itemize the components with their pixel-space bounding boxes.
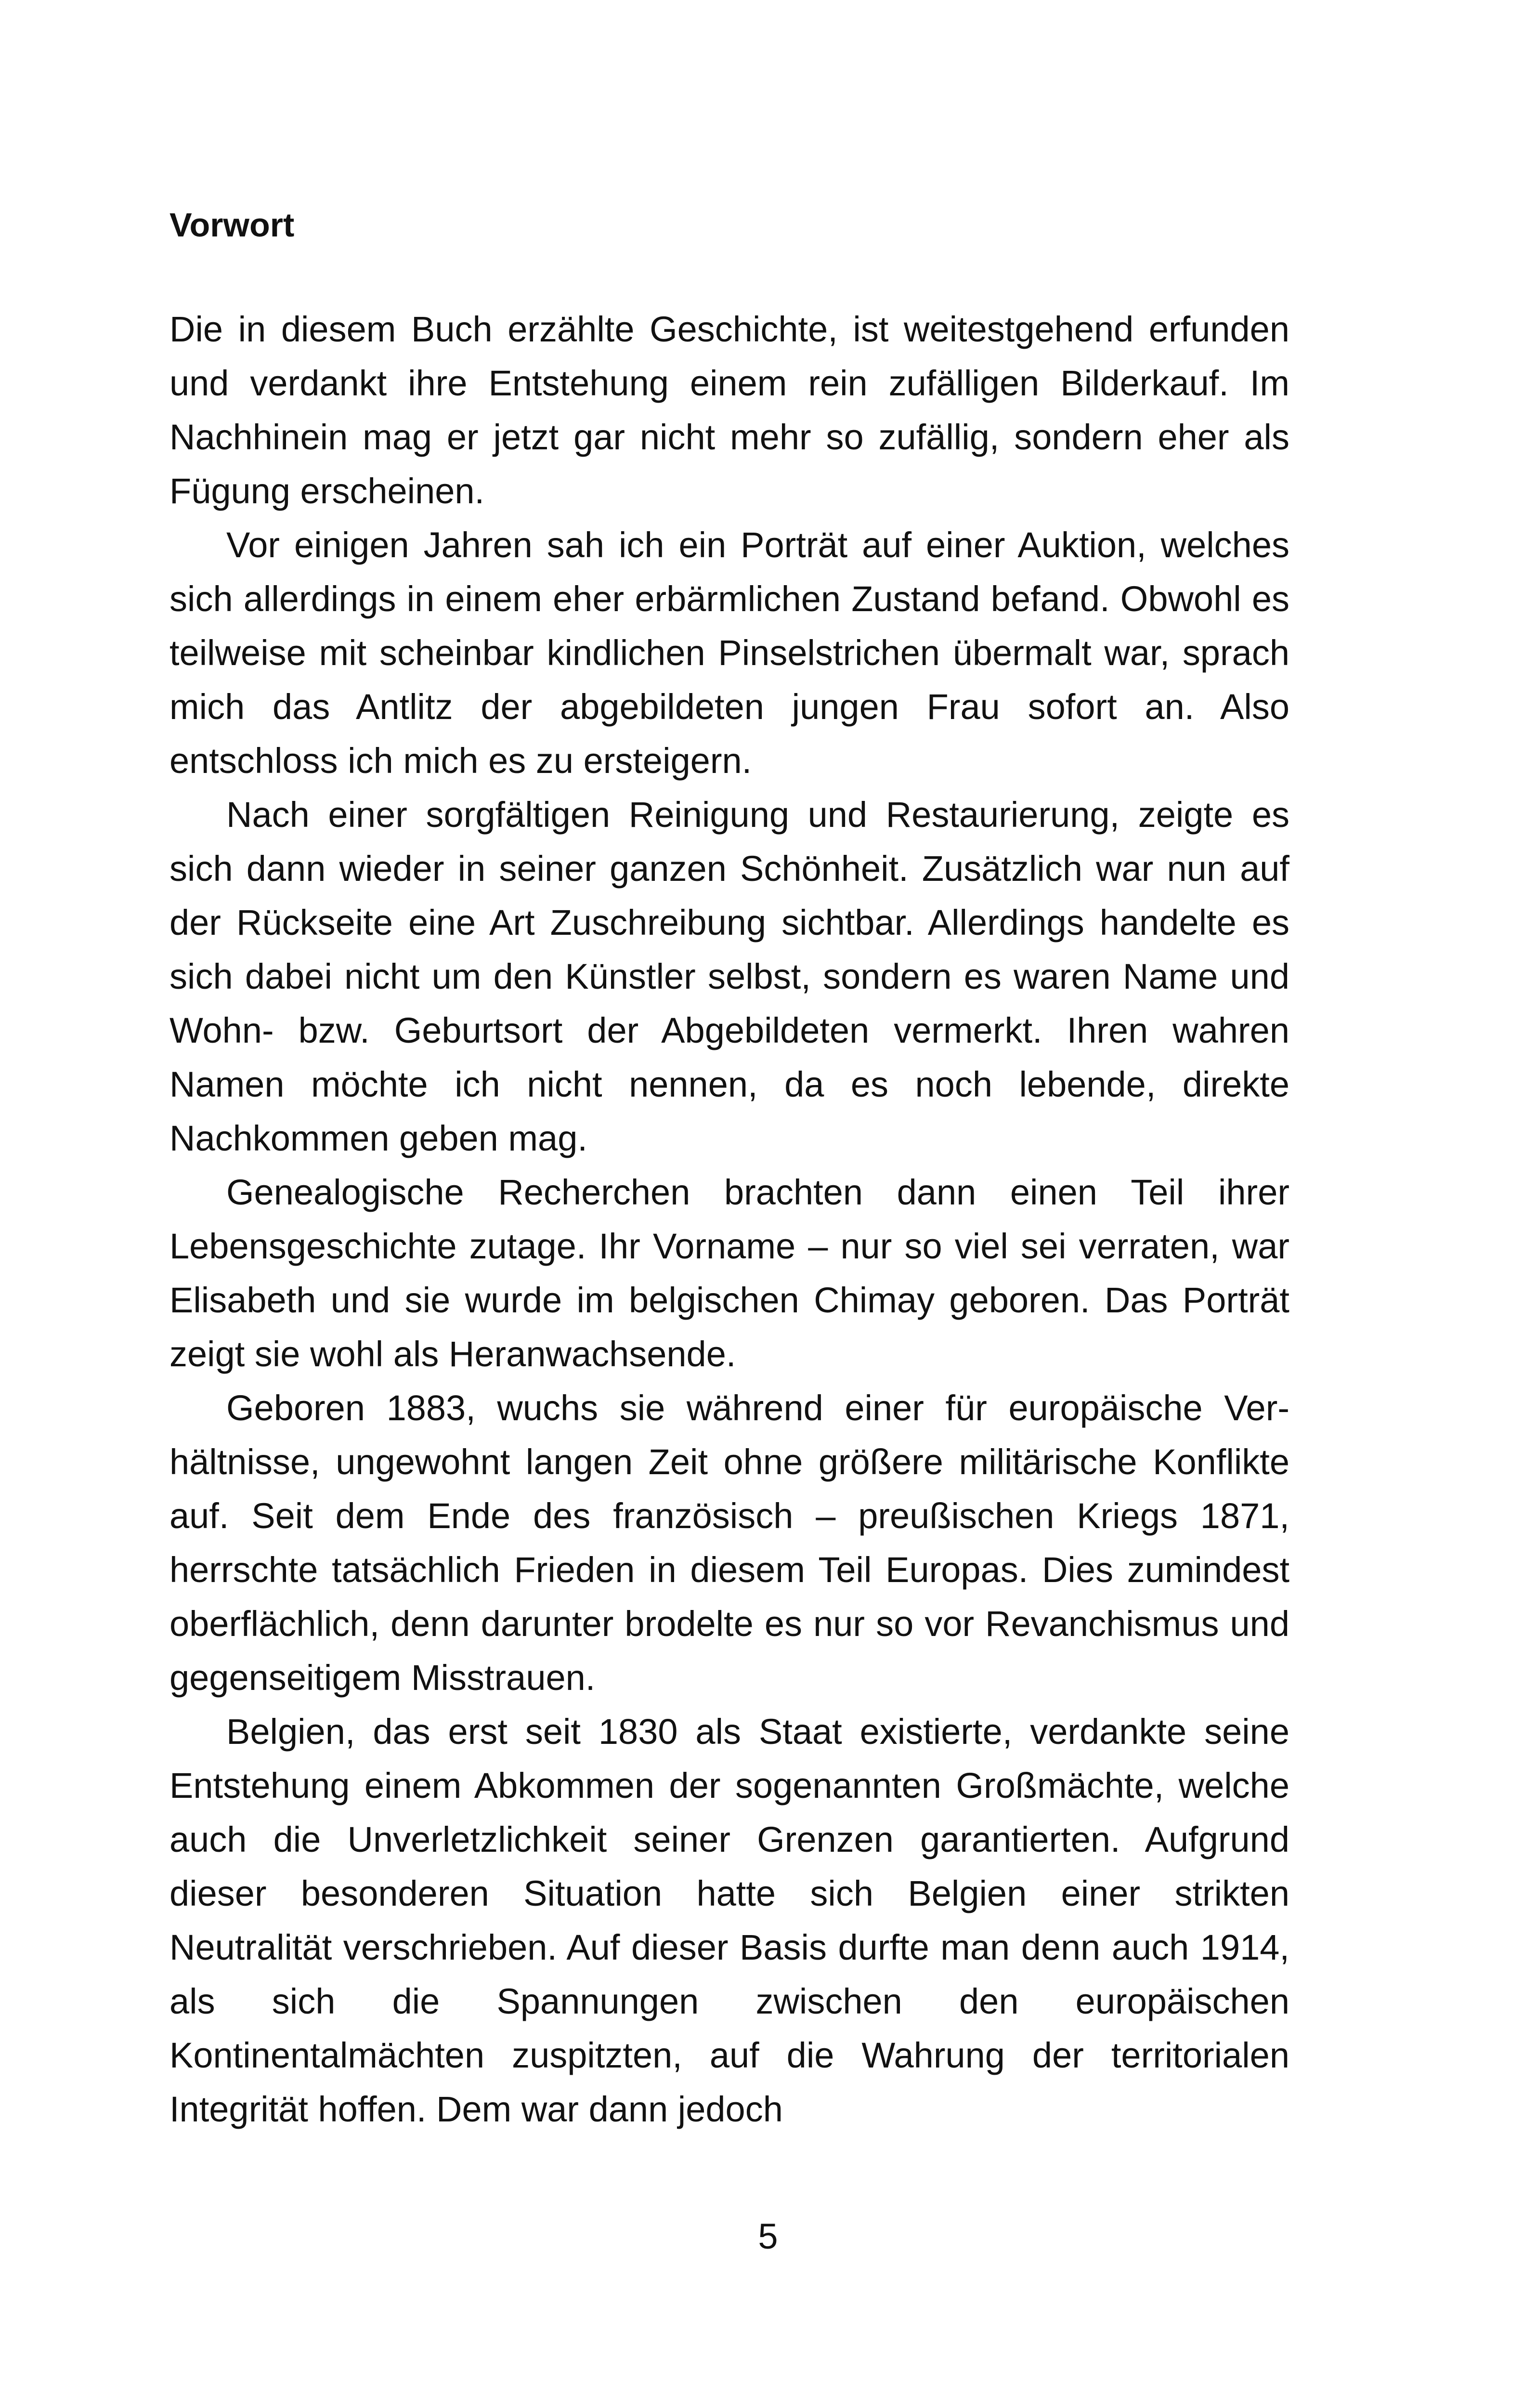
paragraph-5: Geboren 1883, wuchs sie während einer für europäische Verhältnisse, ungewohnt langen Zeit ohne größere militärische Konflikte auf. Seit dem Ende des französisch – preußischen Kriegs 1871, herrschte tatsächlich Frieden in diesem Teil Europas. Dies zumindest oberflächlich, denn darunter brodelte es nur so vor Revanchismus und gegenseitigem Misstrauen. [169, 1388, 1289, 1698]
paragraph-1: Die in diesem Buch erzählte Geschichte, ist weitestgehend erfunden und verdankt ihre Entstehung einem rein zufälligen Bilderkauf. Im Nachhinein mag er jetzt gar nicht mehr so zufällig, sondern eher als Fügung erscheinen. [169, 309, 1289, 511]
paragraph-3: Nach einer sorgfältigen Reinigung und Restaurierung, zeigte es sich dann wieder in seiner ganzen Schönheit. Zusätzlich war nun auf der Rückseite eine Art Zuschreibung sichtbar. Allerdings handelte es sich dabei nicht um den Künstler selbst, sondern es waren Name und Wohn- bzw. Geburtsort der Abgebildeten vermerkt. Ihren wahren Namen möchte ich nicht nennen, da es noch lebende, direkte Nachkommen geben mag. [169, 795, 1289, 1158]
chapter-title: Vorwort [169, 206, 295, 244]
paragraph-2: Vor einigen Jahren sah ich ein Porträt auf einer Auktion, welches sich allerdings in einem eher erbärmlichen Zustand befand. Obwohl es teilweise mit scheinbar kindlichen Pinselstrichen übermalt war, sprach mich das Antlitz der abgebildeten jungen Frau sofort an. Also entschloss ich mich es zu ersteigern. [169, 525, 1289, 781]
body-text [169, 302, 1289, 2136]
page-number: 5 [758, 2216, 778, 2256]
paragraph-4: Genealogische Recherchen brachten dann einen Teil ihrer Lebensgeschichte zutage. Ihr Vorname – nur so viel sei verraten, war Elisabeth und sie wurde im belgischen Chimay geboren. Das Porträt zeigt sie wohl als Heranwachsende. [169, 1172, 1289, 1374]
paragraph-6: Belgien, das erst seit 1830 als Staat existierte, verdankte seine Entstehung einem Abkommen der sogenannten Großmächte, welche auch die Unverletzlichkeit seiner Grenzen garantierten. Aufgrund dieser besonderen Situation hatte sich Belgien einer strikten Neutralität verschrieben. Auf dieser Basis durfte man denn auch 1914, als sich die Spannungen zwischen den europäischen Kontinentalmächten zuspitzten, auf die Wahrung der territorialen Integrität hoffen. Dem war dann jedoch [169, 1712, 1289, 2129]
